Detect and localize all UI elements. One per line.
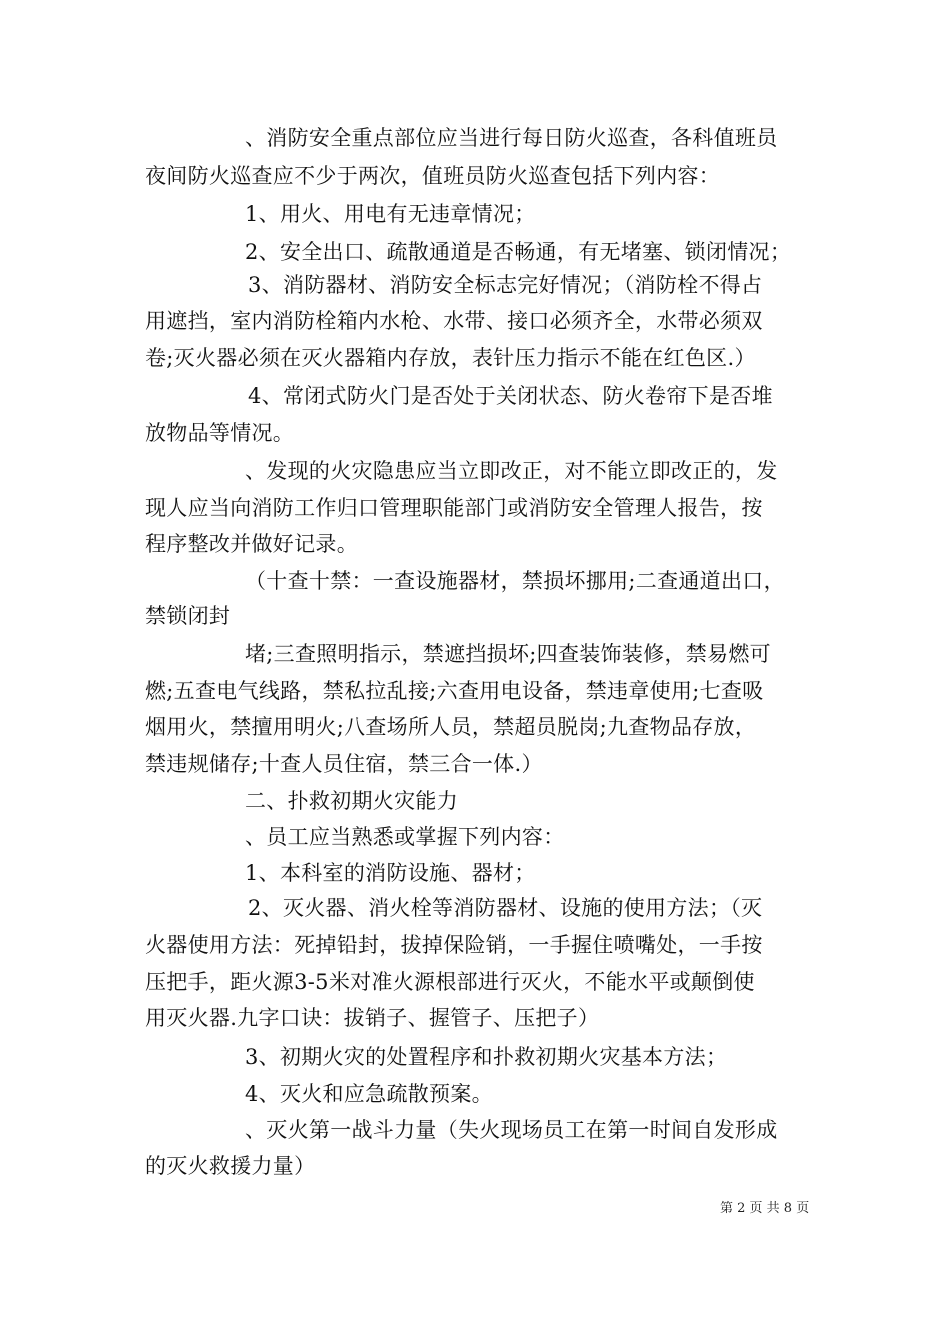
text-line: 夜间防火巡查应不少于两次，值班员防火巡查包括下列内容： — [145, 164, 721, 188]
text-line: 、灭火第一战斗力量（失火现场员工在第一时间自发形成 — [245, 1118, 778, 1142]
text-line: 禁违规储存;十查人员住宿，禁三合一体.） — [145, 752, 543, 776]
text-line: 烟用火，禁擅用明火;八查场所人员，禁超员脱岗;九查物品存放， — [145, 715, 757, 739]
text-line: 火器使用方法：死掉铅封，拔掉保险销，一手握住喷嘴处，一手按 — [145, 933, 763, 957]
text-line: 2、安全出口、疏散通道是否畅通，有无堵塞、锁闭情况； — [245, 240, 792, 264]
text-line: 4、常闭式防火门是否处于关闭状态、防火卷帘下是否堆 — [248, 384, 773, 408]
text-line: 、消防安全重点部位应当进行每日防火巡查，各科值班员 — [245, 126, 778, 150]
text-line: 的灭火救援力量） — [145, 1154, 316, 1178]
text-line: 用遮挡，室内消防栓箱内水枪、水带、接口必须齐全，水带必须双 — [145, 309, 763, 333]
text-line: 燃;五查电气线路，禁私拉乱接;六查用电设备，禁违章使用;七查吸 — [145, 679, 764, 703]
text-line: 、发现的火灾隐患应当立即改正，对不能立即改正的，发 — [245, 459, 778, 483]
text-line: 程序整改并做好记录。 — [145, 532, 358, 556]
text-line: 堵;三查照明指示，禁遮挡损坏;四查装饰装修，禁易燃可 — [245, 642, 771, 666]
text-line: 4、灭火和应急疏散预案。 — [245, 1082, 493, 1106]
text-line: 3、初期火灾的处置程序和扑救初期火灾基本方法； — [245, 1045, 728, 1069]
text-line: 禁锁闭封 — [145, 604, 231, 628]
page-number: 第 2 页 共 8 页 — [720, 1201, 810, 1216]
text-line: （十查十禁：一查设施器材，禁损坏挪用;二查通道出口， — [245, 569, 785, 593]
text-line: 1、用火、用电有无违章情况； — [245, 202, 536, 226]
text-line: 用灭火器.九字口诀：拔销子、握管子、压把子） — [145, 1006, 600, 1030]
text-line: 2、灭火器、消火栓等消防器材、设施的使用方法；（灭 — [248, 896, 763, 920]
text-line: 现人应当向消防工作归口管理职能部门或消防安全管理人报告，按 — [145, 496, 763, 520]
text-line: 1、本科室的消防设施、器材； — [245, 861, 536, 885]
text-line: 压把手，距火源3-5米对准火源根部进行灭火，不能水平或颠倒使 — [145, 970, 755, 994]
text-line: 、员工应当熟悉或掌握下列内容： — [245, 825, 565, 849]
text-line: 卷;灭火器必须在灭火器箱内存放，表针压力指示不能在红色区.） — [145, 346, 756, 370]
text-line: 3、消防器材、消防安全标志完好情况；（消防栓不得占 — [248, 273, 763, 297]
section-heading: 二、扑救初期火灾能力 — [245, 789, 458, 813]
text-line: 放物品等情况。 — [145, 421, 295, 445]
